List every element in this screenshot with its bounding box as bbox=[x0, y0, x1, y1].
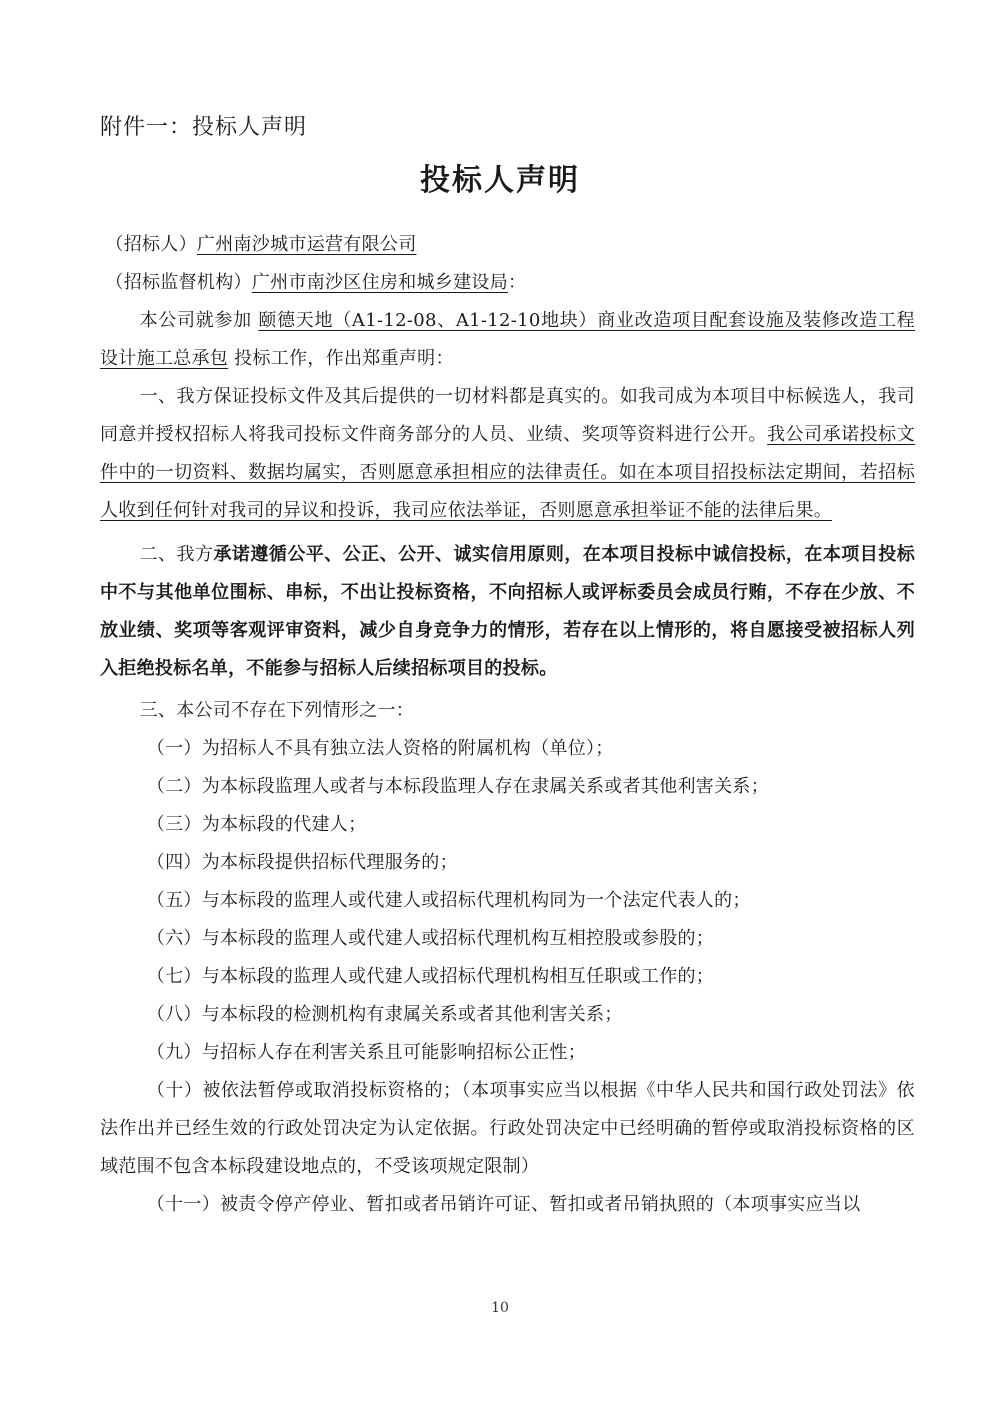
clause-1-text: 一、我方保证投标文件及其后提供的一切材料都是真实的。如我司成为本项目中标候选人，我司同意并授权招标人将我司投标文件商务部分的人员、业绩、奖项等资料进行公开。 bbox=[100, 386, 915, 445]
supervisor-name: 广州市南沙区住房和城乡建设局 bbox=[251, 272, 508, 293]
list-item: （五）与本标段的监理人或代建人或招标代理机构同为一个法定代表人的； bbox=[146, 890, 751, 911]
intro-prefix: 本公司就参加 bbox=[139, 310, 252, 331]
list-item: （四）为本标段提供招标代理服务的； bbox=[146, 852, 458, 873]
project-name: 颐德天地（A1-12-08、A1-12-10地块）商业改造项目配套设施及装修改造工程设计施工总承包 bbox=[100, 310, 915, 369]
supervisor-label: （招标监督机构） bbox=[105, 272, 252, 293]
supervisor-line bbox=[100, 264, 915, 302]
list-item: （六）与本标段的监理人或代建人或招标代理机构互相控股或参股的； bbox=[146, 928, 715, 949]
declaration-body bbox=[100, 226, 915, 1224]
list-item: （一）为招标人不具有独立法人资格的附属机构（单位）； bbox=[146, 738, 614, 759]
list-item: （二）为本标段监理人或者与本标段监理人存在隶属关系或者其他利害关系； bbox=[146, 776, 769, 797]
clause-3-heading: 三、本公司不存在下列情形之一： bbox=[139, 700, 415, 721]
tenderer-line bbox=[100, 226, 915, 264]
page-number: 10 bbox=[491, 1300, 509, 1316]
clause-2-lead: 二、我方 bbox=[139, 544, 214, 565]
list-item: （三）为本标段的代建人； bbox=[146, 814, 367, 835]
list-item: （十）被依法暂停或取消投标资格的；（本项事实应当以根据《中华人民共和国行政处罚法》依法作出并已经生效的行政处罚决定为认定依据。行政处罚决定中已经明确的暂停或取消投标资格的区域范围不包含本标段建设地点的，不受该项规定限制） bbox=[100, 1080, 915, 1177]
tenderer-label: （招标人） bbox=[105, 234, 197, 255]
page-title: 投标人声明 bbox=[420, 163, 580, 198]
clause-1-underlined: 我公司承诺投标文件中的一切资料、数据均属实，否则愿意承担相应的法律责任。如在本项目招投标法定期间，若招标人收到任何针对我司的异议和投诉，我司应依法举证，否则愿意承担举证不能的法律后果。 bbox=[100, 424, 915, 521]
list-item: （八）与本标段的检测机构有隶属关系或者其他利害关系； bbox=[146, 1004, 623, 1025]
list-item: （七）与本标段的监理人或代建人或招标代理机构相互任职或工作的； bbox=[146, 966, 715, 987]
intro-suffix: 投标工作，作出郑重声明： bbox=[234, 348, 454, 369]
annex-heading: 附件一：投标人声明 bbox=[100, 115, 308, 140]
clause-1 bbox=[100, 378, 915, 530]
intro-paragraph bbox=[100, 302, 915, 378]
list-item: （九）与招标人存在利害关系且可能影响招标公正性； bbox=[146, 1042, 586, 1063]
clause-2 bbox=[100, 536, 915, 688]
list-item: （十一）被责令停产停业、暂扣或者吊销许可证、暂扣或者吊销执照的（本项事实应当以 bbox=[146, 1194, 861, 1215]
tenderer-name: 广州南沙城市运营有限公司 bbox=[196, 234, 417, 255]
supervisor-suffix: ： bbox=[508, 272, 527, 293]
clause-2-bold: 承诺遵循公平、公正、公开、诚实信用原则，在本项目投标中诚信投标，在本项目投标中不与其他单位围标、串标，不出让投标资格，不向招标人或评标委员会成员行贿，不存在少放、不放业绩、奖项等客观评审资料，减少自身竞争力的情形，若存在以上情形的，将自愿接受被招标人列入拒绝投标名单，不能参与招标人后续招标项目的投标。 bbox=[100, 544, 915, 679]
